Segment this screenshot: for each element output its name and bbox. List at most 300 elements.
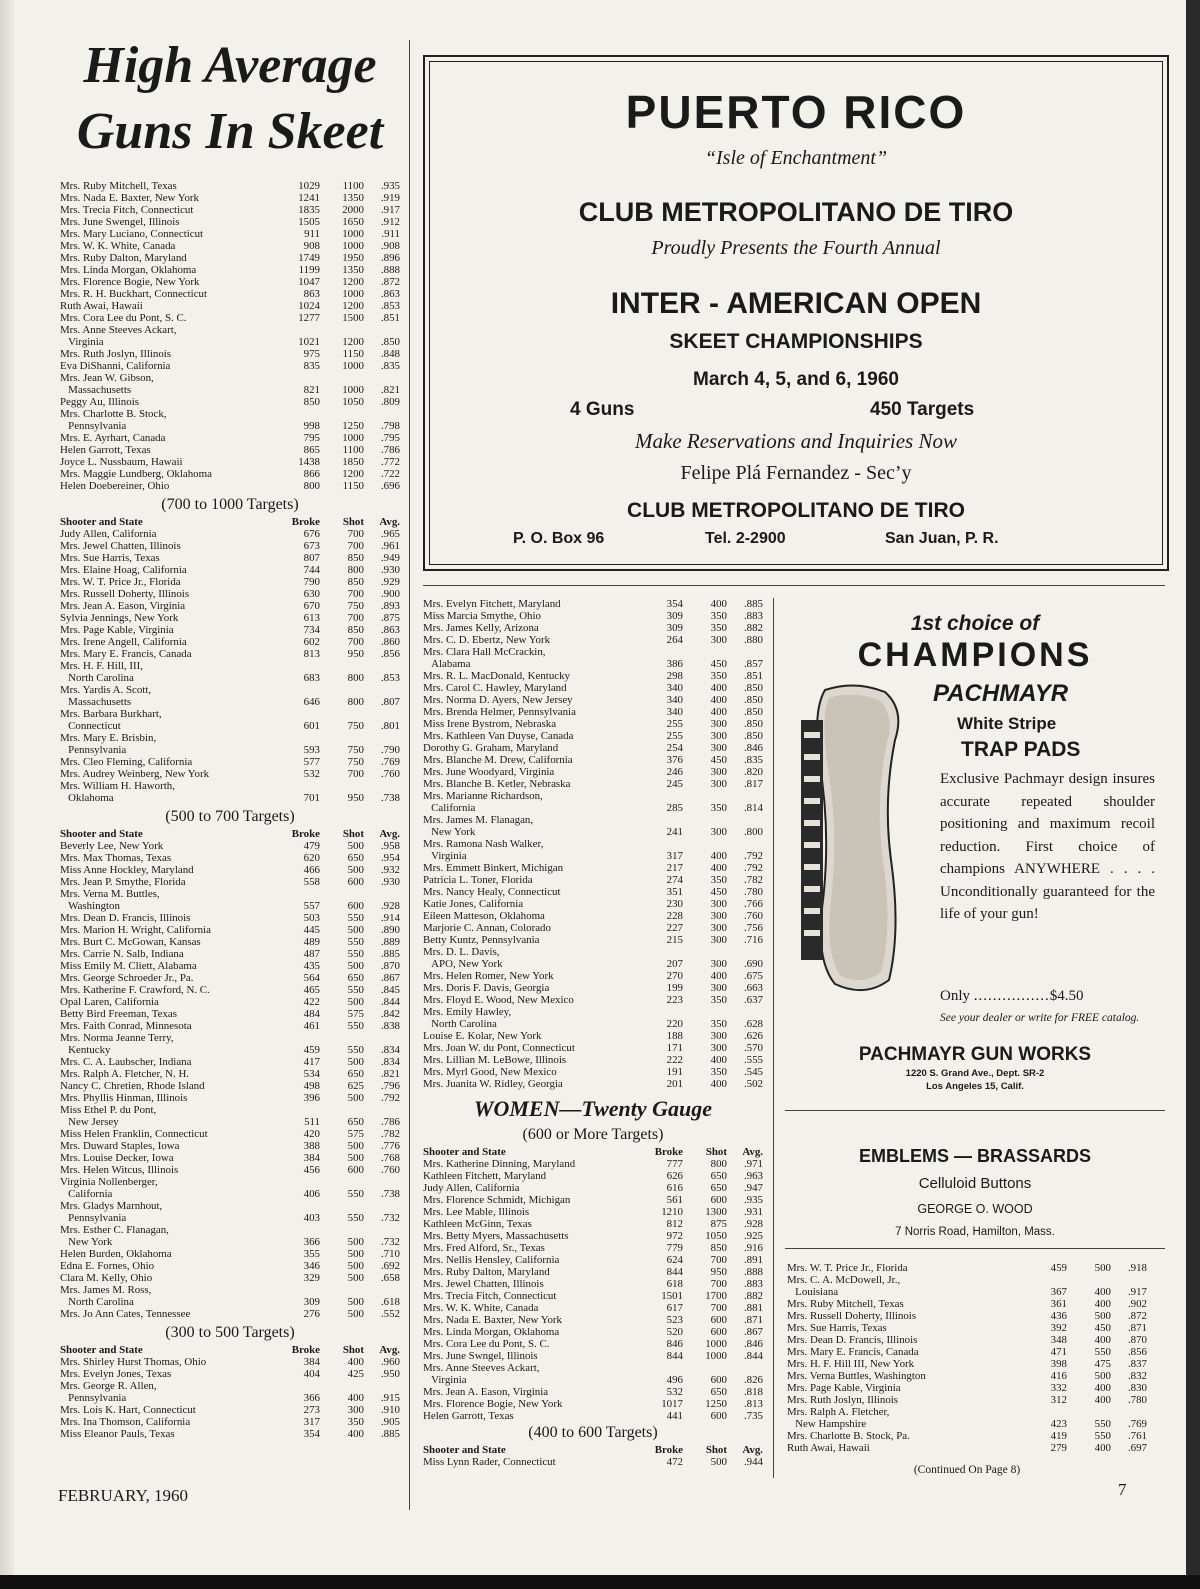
shooter-name: Dorothy G. Graham, Maryland xyxy=(423,742,559,754)
result-row xyxy=(60,960,400,972)
column-rule-left xyxy=(409,40,410,1510)
ad-emb-line-2: GEORGE O. WOOD xyxy=(917,1202,1033,1216)
result-row xyxy=(423,742,763,754)
result-row xyxy=(60,732,400,744)
result-row xyxy=(60,480,400,492)
shooter-name: Mrs. H. F. Hill III, New York xyxy=(787,1358,915,1370)
shooter-name: Mrs. C. A. McDowell, Jr., xyxy=(787,1274,901,1286)
result-row xyxy=(60,396,400,408)
shot-count: 300 xyxy=(710,766,727,778)
ad-pach-body: Exclusive Pachmayr design insures accurate repeated shoulder positioning and maximum recoil reduction. First choice of champions ANYWHERE . . . . Unconditionally guaranteed for the life of your gun! xyxy=(940,771,1155,922)
shooter-name: Mrs. Kathleen Van Duyse, Canada xyxy=(423,730,574,742)
shot-count xyxy=(320,1104,364,1116)
shot-count: 1850 xyxy=(342,456,364,468)
column-header-row xyxy=(60,828,400,840)
broke-count: 445 xyxy=(303,924,320,936)
result-row xyxy=(60,1044,400,1056)
shooter-name: Mrs. Linda Morgan, Oklahoma xyxy=(423,1326,560,1338)
shooter-name: Mrs. June Swengel, Illinois xyxy=(60,216,180,228)
average xyxy=(727,838,763,850)
shooter-name: Mrs. W. T. Price Jr., Florida xyxy=(60,576,181,588)
shot-count: 1950 xyxy=(342,252,364,264)
shooter-name: Marjorie C. Annan, Colorado xyxy=(423,922,551,934)
result-row xyxy=(423,766,763,778)
shooter-name: Mrs. Barbara Burkhart, xyxy=(60,708,162,720)
average: .935 xyxy=(743,1194,763,1206)
shooter-name: Kentucky xyxy=(60,1044,111,1056)
shooter-name: Mrs. Jean A. Eason, Virginia xyxy=(60,600,186,612)
shooter-name: Mrs. E. Ayrhart, Canada xyxy=(60,432,166,444)
broke-count: 255 xyxy=(666,730,683,742)
broke-count: 340 xyxy=(666,682,683,694)
result-row xyxy=(423,1230,763,1242)
result-row xyxy=(60,1164,400,1176)
shooter-name: Mrs. Page Kable, Virginia xyxy=(787,1382,901,1394)
broke-count: 329 xyxy=(303,1272,320,1284)
shooter-name: Mrs. James M. Ross, xyxy=(60,1284,152,1296)
average: .890 xyxy=(380,924,400,936)
result-row xyxy=(787,1418,1147,1430)
puerto-rico-ad xyxy=(423,55,1169,571)
result-row xyxy=(60,372,400,384)
result-row xyxy=(60,672,400,684)
shot-count xyxy=(320,1176,364,1188)
shot-count: 1200 xyxy=(342,300,364,312)
broke-count: 351 xyxy=(666,886,683,898)
ad-pr-guns: 4 Guns xyxy=(570,399,635,420)
average: .637 xyxy=(743,994,763,1006)
broke-count: 701 xyxy=(303,792,320,804)
shot-count: 300 xyxy=(710,922,727,934)
result-row xyxy=(60,540,400,552)
result-row xyxy=(60,1200,400,1212)
results-list-w2 xyxy=(423,1444,763,1468)
shooter-name: California xyxy=(423,802,476,814)
shot-count: 500 xyxy=(347,996,364,1008)
broke-count xyxy=(282,408,320,420)
shot-count: 600 xyxy=(710,1314,727,1326)
result-row xyxy=(60,348,400,360)
broke-count: 459 xyxy=(303,1044,320,1056)
broke-count: 908 xyxy=(303,240,320,252)
average: .835 xyxy=(380,360,400,372)
result-row xyxy=(60,972,400,984)
shooter-name: Oklahoma xyxy=(60,792,114,804)
average: .790 xyxy=(380,744,400,756)
broke-count: 436 xyxy=(1050,1310,1067,1322)
broke-count: 496 xyxy=(666,1374,683,1386)
shooter-name: Betty Bird Freeman, Texas xyxy=(60,1008,177,1020)
average: Avg. xyxy=(379,828,400,840)
average: .834 xyxy=(380,1056,400,1068)
average: .867 xyxy=(380,972,400,984)
average: .795 xyxy=(380,432,400,444)
shooter-name: Mrs. Russell Doherty, Illinois xyxy=(60,588,190,600)
broke-count: 616 xyxy=(666,1182,683,1194)
result-row xyxy=(60,1260,400,1272)
shooter-name: Mrs. Charlotte B. Stock, xyxy=(60,408,167,420)
average: .863 xyxy=(380,624,400,636)
result-row xyxy=(423,970,763,982)
average: .848 xyxy=(380,348,400,360)
shot-count: 850 xyxy=(347,552,364,564)
broke-count: 246 xyxy=(666,766,683,778)
result-row xyxy=(60,1092,400,1104)
shot-count: 300 xyxy=(710,1042,727,1054)
ad-pach-company: PACHMAYR GUN WORKS xyxy=(858,1044,1092,1065)
broke-count: 222 xyxy=(666,1054,683,1066)
shooter-name: Mrs. Emmett Binkert, Michigan xyxy=(423,862,564,874)
shot-count: 750 xyxy=(347,720,364,732)
result-row xyxy=(787,1430,1147,1442)
ad-pach-price-label: Only xyxy=(940,988,970,1004)
shot-count: 600 xyxy=(710,1194,727,1206)
result-row xyxy=(423,850,763,862)
heading-line-2: Guns In Skeet xyxy=(76,103,384,160)
shooter-name: Massachusetts xyxy=(60,384,132,396)
shot-count: 550 xyxy=(347,1044,364,1056)
shot-count: 500 xyxy=(1094,1262,1111,1274)
shooter-name: Mrs. Irene Angell, California xyxy=(60,636,187,648)
shooter-name: Mrs. Max Thomas, Texas xyxy=(60,852,172,864)
result-row xyxy=(60,1224,400,1236)
shooter-name: Mrs. Katherine F. Crawford, N. C. xyxy=(60,984,210,996)
shot-count: 300 xyxy=(710,730,727,742)
shooter-name: New Jersey xyxy=(60,1116,119,1128)
average: .786 xyxy=(380,444,400,456)
average: .870 xyxy=(1127,1334,1147,1346)
average: .928 xyxy=(380,900,400,912)
shooter-name: Virginia xyxy=(60,336,104,348)
broke-count: Broke xyxy=(291,516,320,528)
shooter-name: Mrs. C. D. Ebertz, New York xyxy=(423,634,551,646)
result-row xyxy=(60,1368,400,1380)
average: .889 xyxy=(380,936,400,948)
broke-count: 384 xyxy=(303,1356,320,1368)
broke-count: 503 xyxy=(303,912,320,924)
ad-pach-brand: PACHMAYR xyxy=(933,680,1069,707)
broke-count: 312 xyxy=(1050,1394,1067,1406)
average: .925 xyxy=(743,1230,763,1242)
broke-count: 404 xyxy=(303,1368,320,1380)
result-row xyxy=(60,1380,400,1392)
shot-count: 800 xyxy=(347,564,364,576)
shot-count: 800 xyxy=(347,672,364,684)
shooter-name: Mrs. Louise Decker, Iowa xyxy=(60,1152,174,1164)
average: .826 xyxy=(743,1374,763,1386)
shooter-name: Mrs. Carrie N. Salb, Indiana xyxy=(60,948,184,960)
result-row xyxy=(60,1296,400,1308)
shooter-name: Virginia xyxy=(423,850,467,862)
broke-count: 420 xyxy=(303,1128,320,1140)
separator-pachmayr xyxy=(785,1110,1165,1111)
shooter-name: Mrs. D. L. Davis, xyxy=(423,946,500,958)
result-row xyxy=(787,1346,1147,1358)
result-row xyxy=(60,432,400,444)
average: .882 xyxy=(743,622,763,634)
shot-count: 300 xyxy=(710,718,727,730)
result-row xyxy=(60,408,400,420)
shot-count xyxy=(683,1362,727,1374)
continued-note: (Continued On Page 8) xyxy=(913,1464,1021,1476)
average: .821 xyxy=(380,1068,400,1080)
shooter-name: Mrs. R. L. MacDonald, Kentucky xyxy=(423,670,570,682)
shooter-name: Connecticut xyxy=(60,720,121,732)
shot-count xyxy=(683,646,727,658)
shooter-name: Patricia L. Toner, Florida xyxy=(423,874,533,886)
shot-count: 500 xyxy=(1094,1370,1111,1382)
shooter-name: Mrs. Nada E. Baxter, New York xyxy=(423,1314,563,1326)
shot-count: 700 xyxy=(347,588,364,600)
broke-count: 270 xyxy=(666,970,683,982)
average: .905 xyxy=(380,1416,400,1428)
result-row xyxy=(60,840,400,852)
result-row xyxy=(60,1080,400,1092)
shooter-name: Mrs. Page Kable, Virginia xyxy=(60,624,174,636)
shooter-name: Mrs. Faith Conrad, Minnesota xyxy=(60,1020,192,1032)
broke-count: 1438 xyxy=(298,456,320,468)
broke-count: 309 xyxy=(666,622,683,634)
page-edge-left xyxy=(0,0,14,1589)
broke-count: 1241 xyxy=(298,192,320,204)
average: .675 xyxy=(743,970,763,982)
shooter-name: Washington xyxy=(60,900,120,912)
trap-pad-illustration xyxy=(795,680,915,1000)
shot-count: 300 xyxy=(710,910,727,922)
broke-count: 821 xyxy=(303,384,320,396)
average: .760 xyxy=(380,768,400,780)
shooter-name: Joyce L. Nussbaum, Hawaii xyxy=(60,456,183,468)
result-row xyxy=(60,996,400,1008)
result-row xyxy=(60,864,400,876)
average: .738 xyxy=(380,792,400,804)
shot-count: 350 xyxy=(710,874,727,886)
result-row xyxy=(423,658,763,670)
shooter-name: Mrs. Burt C. McGowan, Kansas xyxy=(60,936,201,948)
broke-count: Broke xyxy=(291,828,320,840)
shot-count xyxy=(320,372,364,384)
shot-count: 300 xyxy=(710,778,727,790)
shot-count: 1150 xyxy=(342,348,364,360)
broke-count xyxy=(282,1380,320,1392)
ad-pach-address-2: Los Angeles 15, Calif. xyxy=(926,1081,1024,1092)
result-row xyxy=(423,1398,763,1410)
shot-count: 500 xyxy=(347,1272,364,1284)
shot-count xyxy=(320,1224,364,1236)
broke-count: 865 xyxy=(303,444,320,456)
average: .930 xyxy=(380,876,400,888)
broke-count: 511 xyxy=(304,1116,320,1128)
ad-pr-title: PUERTO RICO xyxy=(625,86,967,138)
broke-count: 317 xyxy=(303,1416,320,1428)
average: .853 xyxy=(380,300,400,312)
average: .837 xyxy=(1127,1358,1147,1370)
shooter-name: Mrs. Jewel Chatten, Illinois xyxy=(423,1278,544,1290)
broke-count: 241 xyxy=(666,826,683,838)
shooter-name: Mrs. Carol C. Hawley, Maryland xyxy=(423,682,567,694)
broke-count: 348 xyxy=(1050,1334,1067,1346)
shot-count: 300 xyxy=(710,934,727,946)
shooter-name: Mrs. Myrl Good, New Mexico xyxy=(423,1066,557,1078)
average: .883 xyxy=(743,1278,763,1290)
shooter-name: Mrs. Yardis A. Scott, xyxy=(60,684,152,696)
shooter-name: Pennsylvania xyxy=(60,744,127,756)
broke-count: 366 xyxy=(303,1392,320,1404)
broke-count: 276 xyxy=(303,1308,320,1320)
ad-pr-dates: March 4, 5, and 6, 1960 xyxy=(693,369,899,390)
result-row xyxy=(423,1266,763,1278)
shooter-name: Eva DiShanni, California xyxy=(60,360,171,372)
shot-count: 400 xyxy=(710,706,727,718)
broke-count: 564 xyxy=(303,972,320,984)
average: .626 xyxy=(743,1030,763,1042)
shot-count: 750 xyxy=(347,756,364,768)
average: .820 xyxy=(743,766,763,778)
shot-count: 425 xyxy=(347,1368,364,1380)
average: .908 xyxy=(380,240,400,252)
result-row xyxy=(787,1394,1147,1406)
shot-count: 550 xyxy=(1094,1430,1111,1442)
shot-count: 600 xyxy=(710,1326,727,1338)
shooter-name: Mrs. W. T. Price Jr., Florida xyxy=(787,1262,908,1274)
broke-count xyxy=(282,888,320,900)
shot-count: 1050 xyxy=(342,396,364,408)
ad-pach-first: 1st choice of xyxy=(910,612,1040,635)
result-row xyxy=(423,1006,763,1018)
average xyxy=(364,324,400,336)
broke-count: 207 xyxy=(666,958,683,970)
shot-count: 650 xyxy=(710,1182,727,1194)
result-row xyxy=(423,778,763,790)
shooter-name: Helen Burden, Oklahoma xyxy=(60,1248,172,1260)
shooter-name: Mrs. June Woodyard, Virginia xyxy=(423,766,555,778)
shot-count: 650 xyxy=(347,1068,364,1080)
results-list-right xyxy=(787,1262,1147,1454)
average: .552 xyxy=(380,1308,400,1320)
broke-count: Broke xyxy=(654,1444,683,1456)
broke-count: 340 xyxy=(666,706,683,718)
result-row xyxy=(787,1286,1147,1298)
shooter-name: Mrs. Doris F. Davis, Georgia xyxy=(423,982,550,994)
shooter-name: Mrs. Anne Steeves Ackart, xyxy=(423,1362,540,1374)
result-row xyxy=(423,982,763,994)
average xyxy=(364,1284,400,1296)
shooter-name: Mrs. June Swngel, Illinois xyxy=(423,1350,538,1362)
average: .658 xyxy=(380,1272,400,1284)
shooter-name: Shooter and State xyxy=(423,1146,506,1158)
broke-count: 245 xyxy=(666,778,683,790)
result-row xyxy=(60,648,400,660)
result-row xyxy=(60,1308,400,1320)
average: .830 xyxy=(1127,1382,1147,1394)
result-row xyxy=(60,888,400,900)
result-row xyxy=(423,1362,763,1374)
average: .885 xyxy=(380,948,400,960)
shot-count: 1000 xyxy=(342,360,364,372)
average: .902 xyxy=(1127,1298,1147,1310)
shot-count: 1350 xyxy=(342,192,364,204)
result-row xyxy=(60,636,400,648)
pachmayr-ad xyxy=(785,600,1165,1100)
broke-count: 602 xyxy=(303,636,320,648)
broke-count: 264 xyxy=(666,634,683,646)
average: .930 xyxy=(380,564,400,576)
broke-count: 777 xyxy=(666,1158,683,1170)
broke-count: 465 xyxy=(303,984,320,996)
average: .856 xyxy=(1127,1346,1147,1358)
average: .761 xyxy=(1127,1430,1147,1442)
result-row xyxy=(423,1158,763,1170)
broke-count: 646 xyxy=(303,696,320,708)
broke-count: 422 xyxy=(303,996,320,1008)
result-row xyxy=(423,718,763,730)
shooter-name: Mrs. Maggie Lundberg, Oklahoma xyxy=(60,468,212,480)
shot-count: Shot xyxy=(705,1146,727,1158)
broke-count xyxy=(282,1284,320,1296)
shooter-name: Mrs. Dean D. Francis, Illinois xyxy=(787,1334,918,1346)
average: .776 xyxy=(380,1140,400,1152)
shot-count: 600 xyxy=(347,1164,364,1176)
shot-count xyxy=(683,1006,727,1018)
average: .971 xyxy=(743,1158,763,1170)
shot-count: 500 xyxy=(347,1308,364,1320)
result-row xyxy=(60,948,400,960)
broke-count xyxy=(282,1104,320,1116)
shooter-name: Peggy Au, Illinois xyxy=(60,396,139,408)
shot-count: 400 xyxy=(1094,1334,1111,1346)
average: .760 xyxy=(743,910,763,922)
shot-count: 300 xyxy=(347,1404,364,1416)
result-row xyxy=(423,994,763,1006)
average xyxy=(364,888,400,900)
shooter-name: Mrs. Sue Harris, Texas xyxy=(787,1322,887,1334)
shooter-name: Betty Kuntz, Pennsylvania xyxy=(423,934,540,946)
broke-count: 850 xyxy=(303,396,320,408)
broke-count: 354 xyxy=(303,1428,320,1440)
result-row xyxy=(60,696,400,708)
shot-count: 650 xyxy=(710,1170,727,1182)
shooter-name: Mrs. Ralph A. Fletcher, xyxy=(787,1406,890,1418)
shot-count: 400 xyxy=(1094,1286,1111,1298)
ad-pr-presents: Proudly Presents the Fourth Annual xyxy=(651,237,941,259)
average: .872 xyxy=(380,276,400,288)
broke-count xyxy=(282,780,320,792)
result-row xyxy=(60,444,400,456)
average xyxy=(364,708,400,720)
shooter-name: Mrs. Mary E. Brisbin, xyxy=(60,732,157,744)
average: .881 xyxy=(743,1302,763,1314)
shot-count: 350 xyxy=(710,670,727,682)
broke-count: 461 xyxy=(303,1020,320,1032)
shooter-name: Miss Marcia Smythe, Ohio xyxy=(423,610,541,622)
average: Avg. xyxy=(742,1146,763,1158)
broke-count: 489 xyxy=(303,936,320,948)
shooter-name: Mrs. Trecia Fitch, Connecticut xyxy=(60,204,194,216)
average xyxy=(364,408,400,420)
average: .850 xyxy=(743,718,763,730)
average: .845 xyxy=(380,984,400,996)
shot-count: 850 xyxy=(710,1242,727,1254)
shooter-name: Mrs. Fred Alford, Sr., Texas xyxy=(423,1242,545,1254)
shooter-name: Mrs. Nellis Hensley, California xyxy=(423,1254,560,1266)
broke-count: 1749 xyxy=(298,252,320,264)
result-row xyxy=(787,1334,1147,1346)
ad-pach-product-1: White Stripe xyxy=(957,714,1057,733)
shooter-name: Helen Doebereiner, Ohio xyxy=(60,480,170,492)
result-row xyxy=(60,180,400,192)
average: .851 xyxy=(380,312,400,324)
result-row xyxy=(423,1302,763,1314)
